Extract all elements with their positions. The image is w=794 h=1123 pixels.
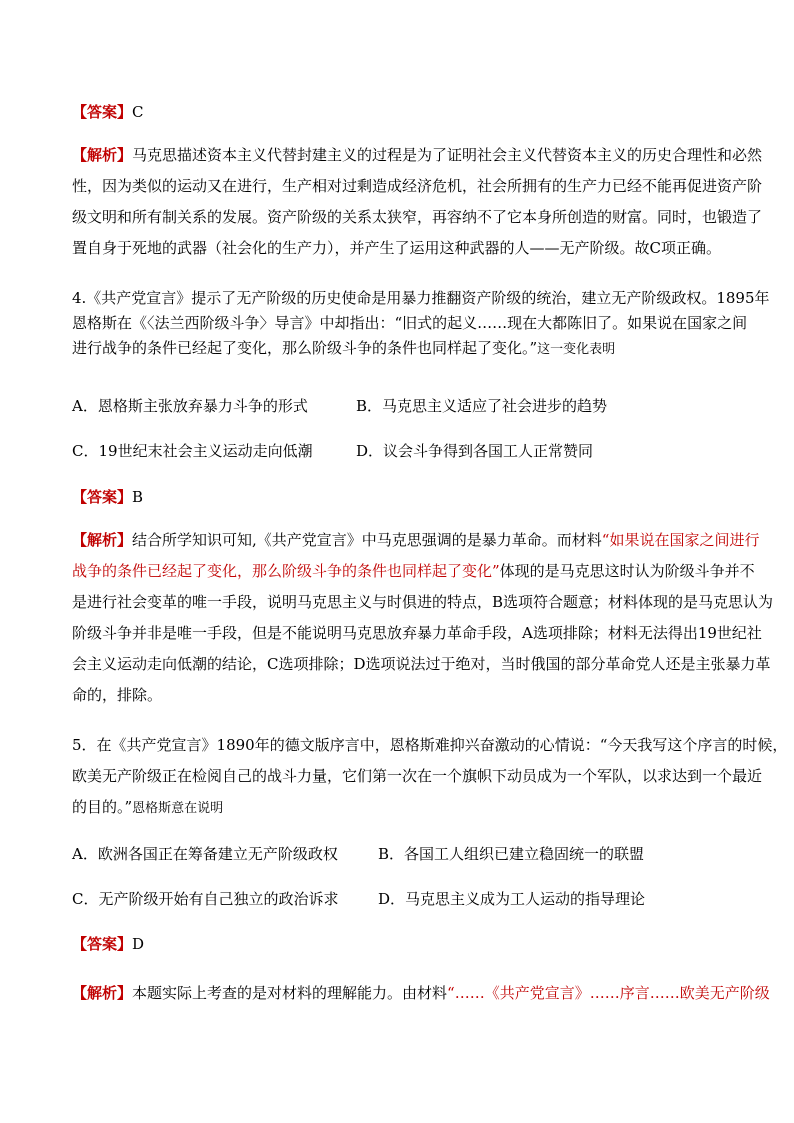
question-line: 恩格斯在《〈法兰西阶级斗争〉导言》中却指出：“旧式的起义……现在大都陈旧了。如果说在国家之间 [72, 314, 748, 332]
question-line [72, 336, 726, 361]
quoted-material: 战争的条件已经起了变化，那么阶级斗争的条件也同样起了变化” [72, 562, 500, 580]
analysis-line: 命的，排除。 [72, 686, 163, 704]
question-text: 的目的。” [72, 798, 133, 816]
answer-value: C [132, 103, 144, 121]
question-line [72, 792, 726, 823]
analysis-line: 阶级斗争并非是唯一手段，但是不能说明马克思放弃暴力革命手段，A选项排除；材料无法得出19世纪社 [72, 624, 762, 642]
question-line: 欧美无产阶级正在检阅自己的战斗力量，它们第一次在一个旗帜下动员成为一个军队，以求达到一个最近 [72, 767, 763, 785]
answer-value: D [132, 935, 145, 953]
analysis-line [72, 978, 770, 1009]
analysis-tag: 【解析】 [72, 146, 133, 164]
analysis-text: 本题实际上考查的是对材料的理解能力。由材料 [132, 984, 448, 1002]
option-b: B．马克思主义适应了社会进步的趋势 [356, 397, 608, 415]
analysis-line: 性，因为类似的运动又在进行，生产相对过剩造成经济危机，社会所拥有的生产力已经不能再促进资产阶 [72, 177, 763, 195]
quoted-material: “……《共产党宣言》……序言……欧美无产阶级 [447, 984, 770, 1002]
analysis-line [72, 140, 763, 171]
question-5-stem [72, 730, 788, 823]
analysis-block-3 [72, 978, 770, 1009]
answer-line-2 [72, 485, 726, 509]
analysis-line [72, 525, 760, 556]
option-a: A．欧洲各国正在筹备建立无产阶级政权 [72, 845, 338, 863]
answer-value: B [132, 488, 144, 506]
analysis-tag: 【解析】 [72, 984, 133, 1002]
option-d: D．议会斗争得到各国工人正常赞同 [356, 442, 594, 460]
option-c: C．无产阶级开始有自己独立的政治诉求 [72, 890, 339, 908]
answer-line-3 [72, 932, 726, 956]
analysis-line: 会主义运动走向低潮的结论，C选项排除；D选项说法过于绝对，当时俄国的部分革命党人还是主张暴力革 [72, 655, 771, 673]
answer-tag: 【答案】 [72, 935, 133, 953]
analysis-block-2 [72, 525, 774, 711]
option-d: D．马克思主义成为工人运动的指导理论 [378, 890, 646, 908]
question-text: 进行战争的条件已经起了变化，那么阶级斗争的条件也同样起了变化。” [72, 339, 538, 357]
analysis-tag: 【解析】 [72, 531, 133, 549]
question-prompt: 这一变化表明 [537, 342, 616, 357]
question-prompt: 恩格斯意在说明 [132, 801, 224, 816]
question-line: 5．在《共产党宣言》1890年的德文版序言中，恩格斯难抑兴奋激动的心情说：“今天我写这个序言的时候， [72, 736, 788, 754]
question-line: 4.《共产党宣言》提示了无产阶级的历史使命是用暴力推翻资产阶级的统治，建立无产阶级政权。1895年 [72, 289, 770, 307]
analysis-line: 置自身于死地的武器（社会化的生产力），并产生了运用这种武器的人——无产阶级。故C项正确。 [72, 239, 721, 257]
option-b: B．各国工人组织已建立稳固统一的联盟 [378, 845, 645, 863]
analysis-block-1 [72, 140, 763, 264]
quoted-material: “如果说在国家之间进行 [601, 531, 760, 549]
analysis-line [72, 556, 755, 587]
analysis-line: 级文明和所有制关系的发展。资产阶级的关系太狭窄，再容纳不了它本身所创造的财富。同时，也锻造了 [72, 208, 763, 226]
analysis-text: 体现的是马克思这时认为阶级斗争并不 [499, 562, 755, 580]
option-c: C．19世纪末社会主义运动走向低潮 [72, 442, 313, 460]
answer-tag: 【答案】 [72, 488, 133, 506]
analysis-text: 结合所学知识可知,《共产党宣言》中马克思强调的是暴力革命。而材料 [132, 531, 602, 549]
option-a: A．恩格斯主张放弃暴力斗争的形式 [72, 397, 308, 415]
question-4-stem [72, 286, 770, 361]
answer-tag: 【答案】 [72, 103, 133, 121]
analysis-line: 是进行社会变革的唯一手段，说明马克思主义与时俱进的特点，B选项符合题意；材料体现的是马克思认为 [72, 593, 774, 611]
analysis-text: 马克思描述资本主义代替封建主义的过程是为了证明社会主义代替资本主义的历史合理性和必然 [132, 146, 763, 164]
answer-line-1 [72, 100, 726, 124]
